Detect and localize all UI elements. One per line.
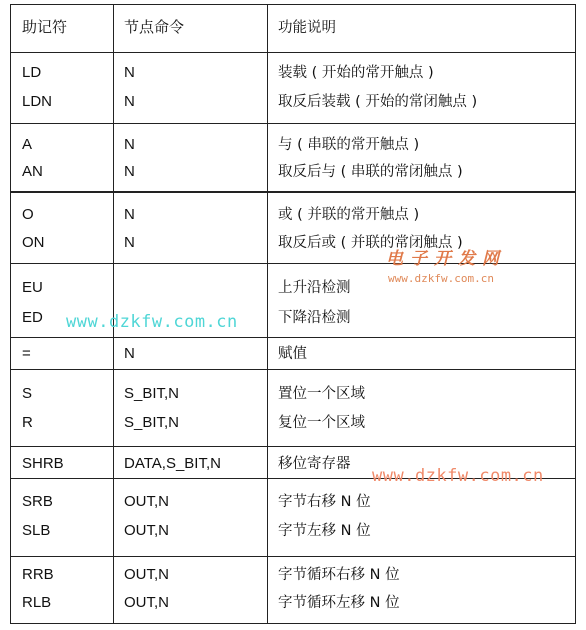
table-left-border — [10, 4, 11, 624]
description-cell: 字节循环右移 N 位 — [278, 567, 400, 583]
node-cell: N — [124, 234, 135, 251]
mnemonic-cell: LD — [22, 64, 42, 81]
mnemonic-cell: ED — [22, 309, 43, 326]
header-function-description: 功能说明 — [278, 20, 336, 36]
node-cell: N — [124, 136, 135, 153]
group-divider — [10, 123, 576, 124]
mnemonic-cell: S — [22, 385, 33, 402]
node-cell: N — [124, 64, 135, 81]
group-divider — [10, 337, 576, 338]
description-cell: 字节右移 N 位 — [278, 494, 371, 510]
description-cell: 赋值 — [278, 346, 307, 362]
watermark-logo-text: 电子开发网 — [386, 249, 506, 269]
description-cell: 取反后或 ( 并联的常闭触点 ) — [278, 235, 463, 251]
mnemonic-cell: AN — [22, 163, 43, 180]
group-divider — [10, 446, 576, 447]
description-cell: 字节左移 N 位 — [278, 523, 371, 539]
mnemonic-cell: = — [22, 345, 31, 362]
description-cell: 取反后装载 ( 开始的常闭触点 ) — [278, 94, 478, 110]
mnemonic-cell: O — [22, 206, 34, 223]
node-cell: OUT,N — [124, 594, 169, 611]
watermark-logo-url: www.dzkfw.com.cn — [388, 272, 494, 285]
description-cell: 取反后与 ( 串联的常闭触点 ) — [278, 164, 463, 180]
description-cell: 移位寄存器 — [278, 456, 351, 472]
mnemonic-cell: SRB — [22, 493, 53, 510]
description-cell: 装载 ( 开始的常开触点 ) — [278, 65, 434, 81]
node-cell: S_BIT,N — [124, 414, 180, 431]
node-cell: N — [124, 345, 135, 362]
description-cell: 字节循环左移 N 位 — [278, 595, 400, 611]
mnemonic-cell: ON — [22, 234, 45, 251]
header-mnemonic: 助记符 — [22, 19, 68, 36]
node-cell: OUT,N — [124, 493, 169, 510]
node-cell: DATA,S_BIT,N — [124, 455, 221, 472]
mnemonic-cell: RRB — [22, 566, 54, 583]
table-top-border — [10, 4, 576, 5]
node-cell: N — [124, 163, 135, 180]
mnemonic-cell: R — [22, 414, 33, 431]
node-cell: N — [124, 93, 135, 110]
group-divider — [10, 191, 576, 193]
description-cell: 复位一个区域 — [278, 415, 365, 431]
description-cell: 或 ( 并联的常开触点 ) — [278, 207, 420, 223]
group-divider — [10, 556, 576, 557]
table-right-border — [575, 4, 576, 624]
group-divider — [10, 369, 576, 370]
description-cell: 置位一个区域 — [278, 386, 365, 402]
watermark-url-right: www.dzkfw.com.cn — [372, 466, 544, 486]
node-cell: OUT,N — [124, 522, 169, 539]
header-node-command: 节点命令 — [124, 19, 185, 36]
mnemonic-cell: EU — [22, 279, 43, 296]
node-cell: S_BIT,N — [124, 385, 180, 402]
mnemonic-cell: RLB — [22, 594, 52, 611]
description-cell: 下降沿检测 — [278, 310, 351, 326]
description-cell: 与 ( 串联的常开触点 ) — [278, 137, 420, 153]
mnemonic-cell: SHRB — [22, 455, 64, 472]
node-cell: OUT,N — [124, 566, 169, 583]
mnemonic-cell: A — [22, 136, 33, 153]
watermark-url-left: www.dzkfw.com.cn — [66, 312, 238, 332]
node-cell: N — [124, 206, 135, 223]
mnemonic-cell: SLB — [22, 522, 51, 539]
column-divider — [267, 4, 268, 624]
table-bottom-border — [10, 623, 576, 624]
description-cell: 上升沿检测 — [278, 280, 351, 296]
mnemonic-cell: LDN — [22, 93, 53, 110]
header-divider — [10, 52, 576, 53]
